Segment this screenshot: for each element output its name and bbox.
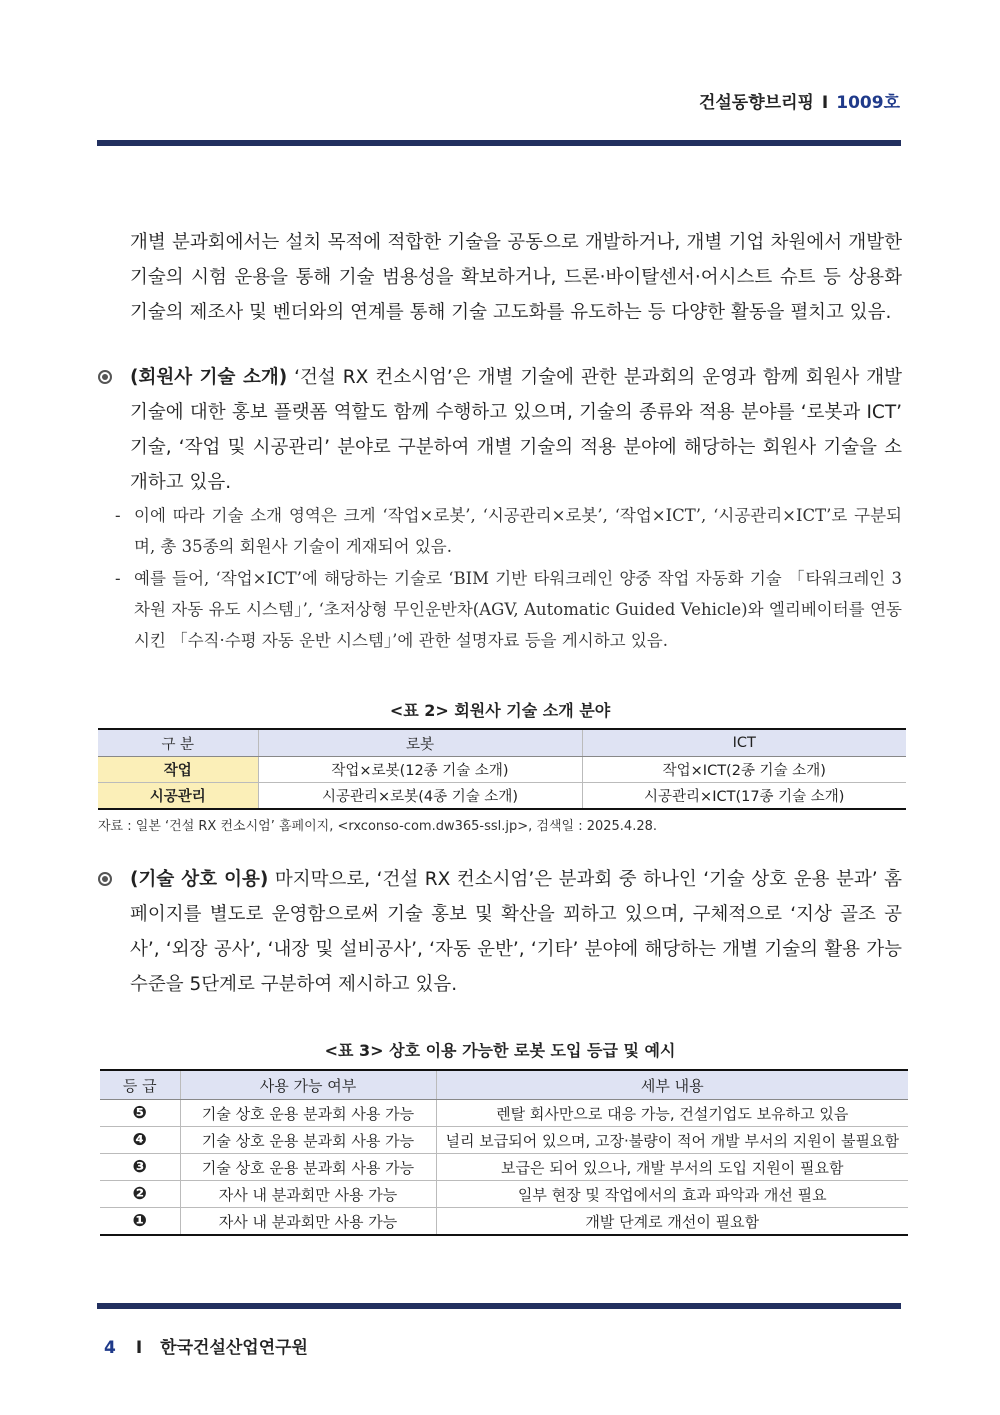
section-tech-interop [98, 862, 902, 1002]
table-cell: 개발 단계로 개선이 필요함 [436, 1208, 908, 1236]
table-cell: 기술 상호 운용 분과회 사용 가능 [180, 1154, 436, 1181]
table-cell: 작업×ICT(2종 기술 소개) [582, 757, 906, 783]
footer-separator: I [135, 1338, 143, 1358]
circle-bullet-icon [98, 370, 112, 384]
table3-caption: <표 3> 상호 이용 가능한 로봇 도입 등급 및 예시 [324, 1041, 676, 1060]
page-footer [104, 1333, 308, 1358]
sub-item [115, 563, 902, 656]
table-row [100, 1208, 908, 1236]
column-header: 등 급 [100, 1070, 180, 1100]
column-header: 구 분 [98, 729, 258, 757]
sub-item [115, 500, 902, 562]
issue-number: 1009호 [836, 93, 900, 113]
table-cell: 시공관리×로봇(4종 기술 소개) [258, 783, 582, 810]
column-header: ICT [582, 729, 906, 757]
table-row [100, 1127, 908, 1154]
column-header: 세부 내용 [436, 1070, 908, 1100]
page-header [699, 88, 900, 113]
table-cell: 렌탈 회사만으로 대응 가능, 건설기업도 보유하고 있음 [436, 1100, 908, 1127]
section-body: 마지막으로, ‘건설 RX 컨소시엄’은 분과회 중 하나인 ‘기술 상호 운용 분과’ 홈페이지를 별도로 운영함으로써 기술 홍보 및 확산을 꾀하고 있으며, 구체적으로 ‘지상 골조 공사’, ‘외장 공사’, ‘내장 및 설비공사’, ‘자동 운반’, ‘기타’ 분야에 해당하는 개별 기술의 활용 가능 수준을 5단계로 구분하여 제시하고 있음. [130, 869, 902, 995]
intro-paragraph: 개별 분과회에서는 설치 목적에 적합한 기술을 공동으로 개발하거나, 개별 기업 차원에서 개발한 기술의 시험 운용을 통해 기술 범용성을 확보하거나, 드론·바이탈센서·어시스트 슈트 등 상용화 기술의 제조사 및 벤더와의 연계를 통해 기술 고도화를 유도하는 등 다양한 활동을 펼치고 있음. [130, 232, 902, 323]
table-row [98, 783, 906, 810]
grade-badge: ❶ [100, 1208, 180, 1236]
grade-badge: ❹ [100, 1127, 180, 1154]
table2-caption: <표 2> 회원사 기술 소개 분야 [389, 701, 611, 720]
table2-member-tech-fields [98, 728, 906, 810]
page-number: 4 [104, 1338, 116, 1358]
table-row [100, 1154, 908, 1181]
organization-name: 한국건설산업연구원 [160, 1338, 308, 1358]
bottom-rule [97, 1303, 901, 1309]
table-row [98, 757, 906, 783]
newsletter-title: 건설동향브리핑 [698, 93, 814, 113]
table-cell: 기술 상호 운용 분과회 사용 가능 [180, 1127, 436, 1154]
column-header: 로봇 [258, 729, 582, 757]
table-cell: 자사 내 분과회만 사용 가능 [180, 1181, 436, 1208]
sub-item-text: 이에 따라 기술 소개 영역은 크게 ‘작업×로봇’, ‘시공관리×로봇’, ‘작업×ICT’, ‘시공관리×ICT’로 구분되며, 총 35종의 회원사 기술이 게재되어 있음. [134, 506, 902, 556]
table-cell: 작업×로봇(12종 기술 소개) [258, 757, 582, 783]
table-cell: 보급은 되어 있으나, 개발 부서의 도입 지원이 필요함 [436, 1154, 908, 1181]
grade-badge: ❷ [100, 1181, 180, 1208]
table-cell: 자사 내 분과회만 사용 가능 [180, 1208, 436, 1236]
table-cell: 기술 상호 운용 분과회 사용 가능 [180, 1100, 436, 1127]
table-cell: 널리 보급되어 있으며, 고장·불량이 적어 개발 부서의 지원이 불필요함 [436, 1127, 908, 1154]
section-member-tech-text [130, 360, 902, 500]
circle-bullet-icon [98, 872, 112, 886]
section-body: ‘건설 RX 컨소시엄’은 개별 기술에 관한 분과회의 운영과 함께 회원사 개발 기술에 대한 홍보 플랫폼 역할도 함께 수행하고 있으며, 기술의 종류와 적용 분야를 ‘로봇과 ICT’ 기술, ‘작업 및 시공관리’ 분야로 구분하여 개별 기술의 적용 분야에 해당하는 회원사 기술을 소개하고 있음. [130, 367, 902, 493]
section-tech-interop-text [130, 862, 902, 1002]
grade-badge: ❸ [100, 1154, 180, 1181]
row-label: 작업 [98, 757, 258, 783]
header-separator: I [821, 93, 829, 113]
table-header-row [98, 729, 906, 757]
top-rule [97, 140, 901, 146]
dash-marker: - [115, 569, 121, 588]
sub-item-text: 예를 들어, ‘작업×ICT’에 해당하는 기술로 ‘BIM 기반 타워크레인 양중 작업 자동화 기술 「타워크레인 3차원 자동 유도 시스템」’, ‘초저상형 무인운반차(AGV, Automatic Guided Vehicle)와 엘리베이터를 연동시킨 「수직·수평 자동 운반 시스템」’에 관한 설명자료 등을 게시하고 있음. [134, 569, 902, 650]
section-heading: (회원사 기술 소개) [130, 367, 288, 388]
grade-badge: ❺ [100, 1100, 180, 1127]
table2-source: 자료 : 일본 ‘건설 RX 컨소시엄’ 홈페이지, <rxconso-com.dw365-ssl.jp>, 검색일 : 2025.4.28. [98, 819, 658, 834]
table-cell: 시공관리×ICT(17종 기술 소개) [582, 783, 906, 810]
table-cell: 일부 현장 및 작업에서의 효과 파악과 개선 필요 [436, 1181, 908, 1208]
section-heading: (기술 상호 이용) [130, 869, 269, 890]
table-header-row [100, 1070, 908, 1100]
section-member-tech [98, 360, 902, 500]
table3-robot-grades [100, 1069, 908, 1236]
row-label: 시공관리 [98, 783, 258, 810]
dash-marker: - [115, 506, 121, 525]
table-row [100, 1100, 908, 1127]
column-header: 사용 가능 여부 [180, 1070, 436, 1100]
table-row [100, 1181, 908, 1208]
